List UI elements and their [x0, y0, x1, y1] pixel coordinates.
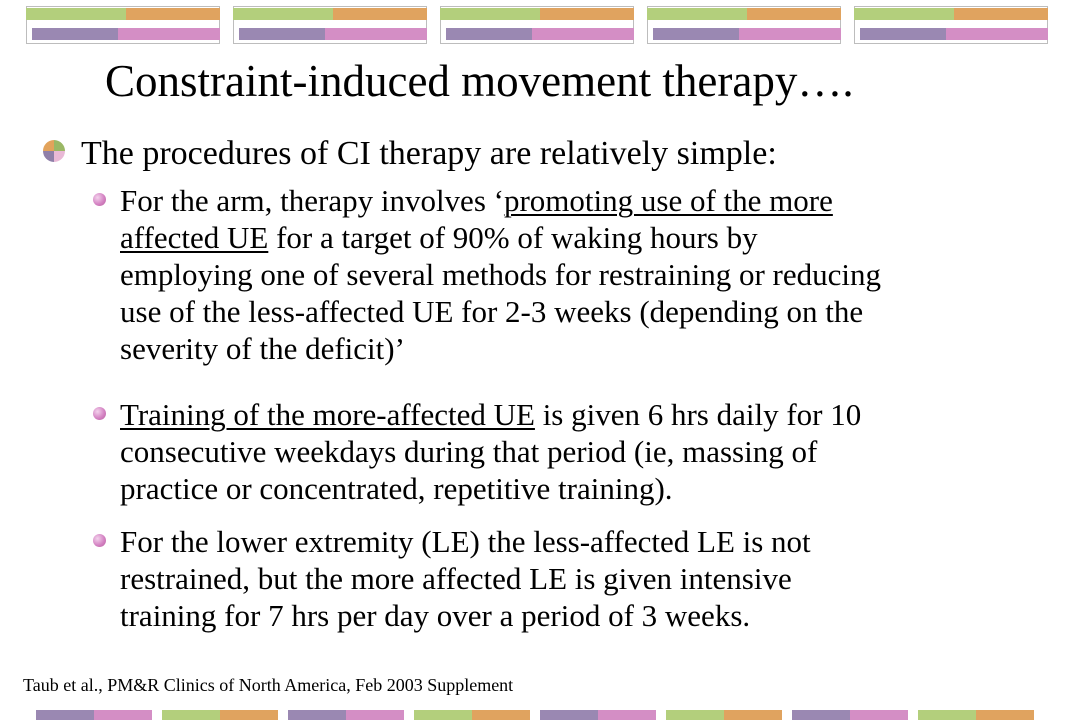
bottom-decoration: [0, 710, 1080, 720]
quadrant-bullet-icon: [42, 139, 66, 163]
text-run: for a target of 90% of waking hours by: [268, 220, 758, 255]
decor-segment-purple: [288, 710, 346, 720]
decor-bar-pink: [946, 28, 1048, 40]
text-run: is given 6 hrs daily for 10: [534, 397, 862, 432]
sub-bullet-training: [120, 396, 1040, 507]
decor-bar-green: [26, 8, 126, 20]
decor-segment-orange: [472, 710, 530, 720]
lead-bullet-text: The procedures of CI therapy are relatively simple:: [81, 135, 777, 172]
decor-segment-green: [414, 710, 472, 720]
text-line: training for 7 hrs per day over a period of 3 weeks.: [120, 598, 751, 633]
decor-tile: [233, 6, 427, 44]
decor-bar-green: [233, 8, 333, 20]
underlined-text: promoting use of the more: [503, 183, 833, 218]
decor-tile: [440, 6, 634, 44]
underlined-text: Training of the more-affected UE: [120, 397, 535, 432]
slide-title: Constraint-induced movement therapy….: [105, 56, 854, 106]
decor-segment-pink: [598, 710, 656, 720]
decor-segment-green: [918, 710, 976, 720]
decor-segment-pink: [94, 710, 152, 720]
decor-segment-green: [666, 710, 724, 720]
decor-segment-green: [162, 710, 220, 720]
decor-segment-purple: [36, 710, 94, 720]
decor-bar-orange: [333, 8, 427, 20]
sub-bullet-dot: [93, 193, 106, 206]
text-line: consecutive weekdays during that period (ie, massing of: [120, 434, 818, 469]
decor-segment-orange: [724, 710, 782, 720]
underlined-text: affected UE: [120, 220, 269, 255]
decor-bar-orange: [540, 8, 634, 20]
decor-bar-green: [647, 8, 747, 20]
text-line: use of the less-affected UE for 2-3 weeks (depending on the: [120, 294, 864, 329]
decor-bar-pink: [118, 28, 220, 40]
text-line: severity of the deficit)’: [120, 331, 405, 366]
sub-bullet-arm: [120, 182, 1040, 367]
sub-bullet-dot: [93, 407, 106, 420]
decor-bar-purple: [239, 28, 325, 40]
text-line: practice or concentrated, repetitive training).: [120, 471, 673, 506]
text-line: [120, 219, 1040, 256]
decor-bar-pink: [325, 28, 427, 40]
decor-bar-purple: [446, 28, 532, 40]
decor-segment-pink: [346, 710, 404, 720]
text-line: restrained, but the more affected LE is given intensive: [120, 561, 792, 596]
decor-segment-purple: [540, 710, 598, 720]
decor-segment-purple: [792, 710, 850, 720]
decor-tile: [854, 6, 1048, 44]
decor-bar-orange: [954, 8, 1048, 20]
decor-bar-orange: [126, 8, 220, 20]
citation: Taub et al., PM&R Clinics of North America, Feb 2003 Supplement: [23, 675, 514, 695]
decor-bar-purple: [860, 28, 946, 40]
decor-tile: [647, 6, 841, 44]
text-line: employing one of several methods for restraining or reducing: [120, 257, 881, 292]
decor-bar-purple: [32, 28, 118, 40]
decor-segment-orange: [220, 710, 278, 720]
decor-bar-green: [440, 8, 540, 20]
sub-bullet-dot: [93, 534, 106, 547]
decor-tile: [26, 6, 220, 44]
text-line: [120, 182, 1040, 219]
decor-segment-orange: [976, 710, 1034, 720]
sub-bullet-lower-extremity: [120, 523, 1040, 634]
text-line: [120, 396, 1040, 433]
decor-bar-orange: [747, 8, 841, 20]
text-line: For the lower extremity (LE) the less-affected LE is not: [120, 524, 811, 559]
text-run: For the arm, therapy involves ‘: [120, 183, 504, 218]
decor-bar-green: [854, 8, 954, 20]
decor-segment-pink: [850, 710, 908, 720]
decor-bar-purple: [653, 28, 739, 40]
decor-bar-pink: [739, 28, 841, 40]
decor-bar-pink: [532, 28, 634, 40]
